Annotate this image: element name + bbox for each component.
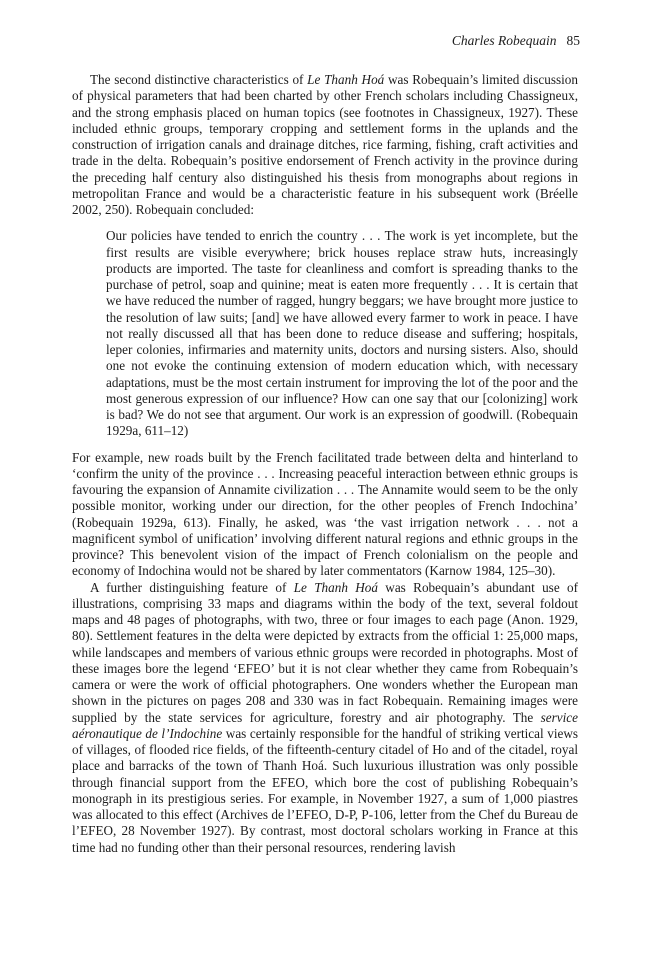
block-quote: Our policies have tended to enrich the country . . . The work is yet incomplete, but the first results are visible everywhere; brick houses replace straw huts, increasingly products are imported. The taste for cleanliness and comfort is spreading thanks to the purchase of petrol, soap and quinine; meat is eaten more frequently . . . It is certain that we have reduced the number of ragged, hungry beggars; we have brought more justice to the resolution of law suits; [and] we have allowed every farmer to work in peace. I have not really discussed all that has been done to reduce disease and suffering; hospitals, leper colonies, infirmaries and maternity units, doctors and nursing sisters. Also, should one not evoke the continuing extension of modern education which, with necessary adaptations, must be the most certain instrument for improving the lot of the poor and the most generous expression of our influence? How can one say that our [colonizing] work is bad? We do not see that argument. Our work is an expression of goodwill. (Robequain 1929a, 611–12)	[106, 228, 578, 439]
book-title-italic: Le Thanh Hoá	[293, 579, 378, 595]
agency-name-italic: service aéronautique de l’Indochine	[72, 709, 578, 741]
paragraph-3-text-b: was Robequain’s abundant use of illustrations, comprising 33 maps and diagrams within the body of the text, several foldout maps and 48 pages of photographs, with two, three or four images to each page (Anon. 1929, 80). Settlement features in the delta were depicted by extracts from the official 1: 25,000 maps, while landscapes and members of various ethnic groups were recorded in photographs. Most of these images bore the legend ‘EFEO’ but it is not clear whether they came from Robequain’s camera or were the work of official photographers. One wonders whether the European man shown in the pictures on pages 208 and 330 was in fact Robequain. Remaining images were supplied by the state services for agriculture, forestry and air photography. The	[72, 579, 578, 725]
running-header-author: Charles Robequain	[451, 33, 557, 48]
body-text	[72, 72, 578, 856]
paragraph-3	[72, 580, 578, 856]
paragraph-1-text-b: was Robequain’s limited discussion of physical parameters that had been charted by other French scholars including Chassigneux, and the strong emphasis placed on human topics (see footnotes in Chassigneux, 1927). These included ethnic groups, temporary cropping and settlement forms in the uplands and the construction of irrigation canals and drainage ditches, rice farming, fishing, craft activities and trade in the delta. Robequain’s positive endorsement of French activity in the province during the preceding half century also distinguished his thesis from monographs about regions in metropolitan France and would be a characteristic feature in his subsequent work (Bréelle 2002, 250). Robequain concluded:	[72, 72, 578, 217]
page-number: 85	[566, 33, 580, 48]
running-header	[452, 33, 580, 49]
paragraph-1	[72, 72, 578, 218]
paragraph-1-text-a: The second distinctive characteristics of	[90, 72, 308, 87]
paragraph-3-text-c: was certainly responsible for the handful of striking vertical views of villages, of flooded rice fields, of the fifteenth-century citadel of Ho and of the citadel, royal place and barracks of the town of Thanh Hoá. Such luxurious illustration was only possible through financial support from the EFEO, which bore the cost of publishing Robequain’s monograph in its prestigious series. For example, in November 1927, a sum of 1,000 piastres was allocated to this effect (Archives de l’EFEO, D-P, P-106, letter from the Chef du Bureau de l’EFEO, 28 November 1927). By contrast, most doctoral scholars working in France at this time had no funding other than their personal resources, rendering lavish	[72, 725, 578, 855]
paragraph-2: For example, new roads built by the French facilitated trade between delta and hinterland to ‘confirm the unity of the province . . . Increasing peaceful interaction between ethnic groups is favouring the expansion of Annamite civilization . . . The Annamite would seem to be the only possible monitor, working under our direction, for the other peoples of French Indochina’ (Robequain 1929a, 613). Finally, he asked, was ‘the vast irrigation network . . . not a magnificent symbol of unification’ involving different natural regions and ethnic groups in the province? This benevolent vision of the impact of French colonialism on the people and economy of Indochina would not be shared by later commentators (Karnow 1984, 125–30).	[72, 449, 578, 579]
paragraph-3-text-a: A further distinguishing feature of	[90, 579, 294, 595]
book-title-italic: Le Thanh Hoá	[307, 72, 385, 87]
